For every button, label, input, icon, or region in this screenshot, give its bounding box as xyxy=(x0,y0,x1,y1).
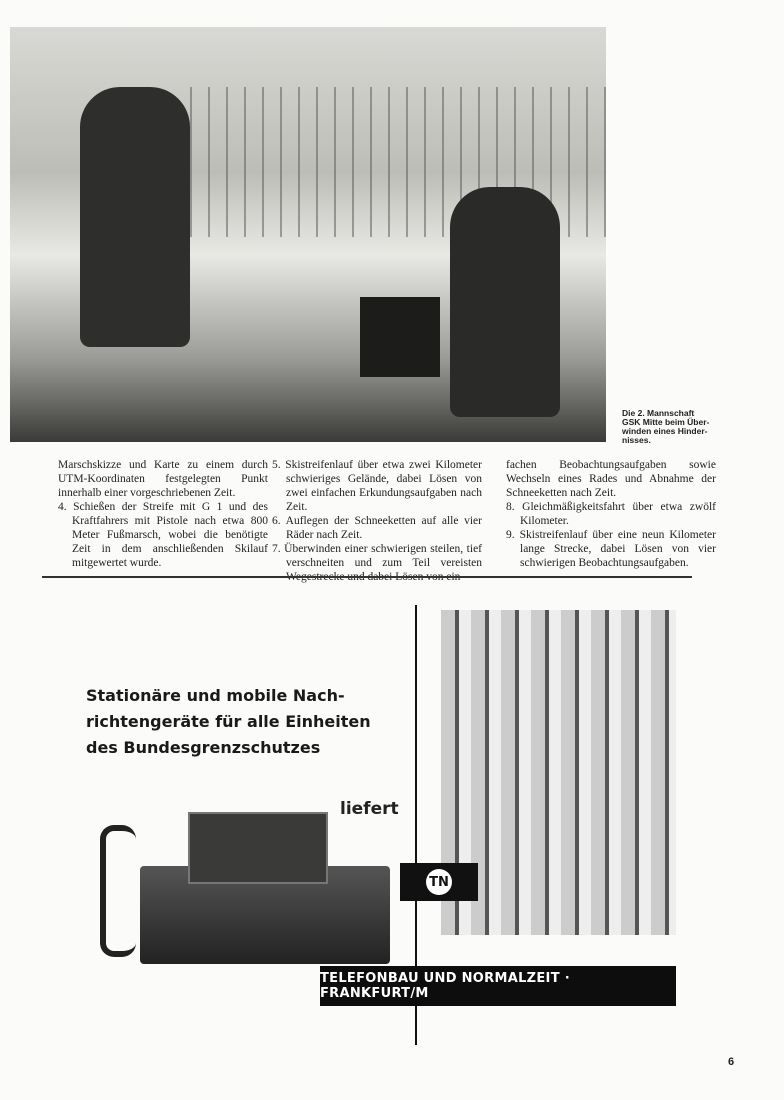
caption-line: nisses. xyxy=(622,435,651,445)
ski-patrol-photo xyxy=(10,27,606,442)
tn-logo xyxy=(400,863,478,901)
divider xyxy=(42,576,692,578)
caption-line: GSK Mitte beim Über- xyxy=(622,417,710,427)
list-item: 9. Skistreifenlauf über eine neun Kilometer lange Strecke, dabei Lösen von vier schwierigen Beobachtungsaufgaben. xyxy=(506,529,716,569)
paragraph: Marschskizze und Karte zu einem durch UTM-Koordinaten festgelegten Punkt innerhalb einer vorgeschriebenen Zeit. xyxy=(58,459,268,499)
list-item: 6. Auflegen der Schneeketten auf alle vier Räder nach Zeit. xyxy=(272,515,482,541)
telephone-handset-image xyxy=(100,825,136,957)
logo-mark: TN xyxy=(426,869,452,895)
list-item: 5. Skistreifenlauf über etwa zwei Kilometer schwieriges Gelände, dabei Lösen von zwei einfachen Erkundungsaufgaben nach Zeit. xyxy=(272,459,482,513)
caption-line: winden eines Hinder- xyxy=(622,426,708,436)
ad-liefert: liefert xyxy=(340,799,399,819)
text-column-3 xyxy=(506,458,716,570)
list-item: 8. Gleichmäßigkeitsfahrt über etwa zwölf Kilometer. xyxy=(506,501,716,527)
headline-line: Stationäre und mobile Nach- xyxy=(86,686,345,705)
company-bar: TELEFONBAU UND NORMALZEIT · FRANKFURT/M xyxy=(320,966,676,1006)
text-column-2 xyxy=(272,458,482,584)
headline-line: richtengeräte für alle Einheiten xyxy=(86,712,371,731)
caption-line: Die 2. Mannschaft xyxy=(622,408,695,418)
ad-headline xyxy=(86,683,371,761)
page-number: 6 xyxy=(728,1056,735,1068)
headline-line: des Bundesgrenzschutzes xyxy=(86,738,321,757)
paragraph: fachen Beobachtungsaufgaben sowie Wechseln eines Rades und Abnahme der Schneeketten nach Zeit. xyxy=(506,459,716,499)
list-item: 7. Überwinden einer schwierigen steilen, tief verschneiten und zum Teil vereisten xyxy=(272,543,482,569)
dial-unit-image xyxy=(188,812,328,884)
text-column-1 xyxy=(58,458,268,570)
photo-caption xyxy=(622,409,722,445)
list-item: 4. Schießen der Streife mit G 1 und des Kraftfahrers mit Pistole nach etwa 800 Meter Fußmarsch, wobei die benötigte Zeit in dem anschließenden Skilauf mitgewertet wurde. xyxy=(58,501,268,569)
